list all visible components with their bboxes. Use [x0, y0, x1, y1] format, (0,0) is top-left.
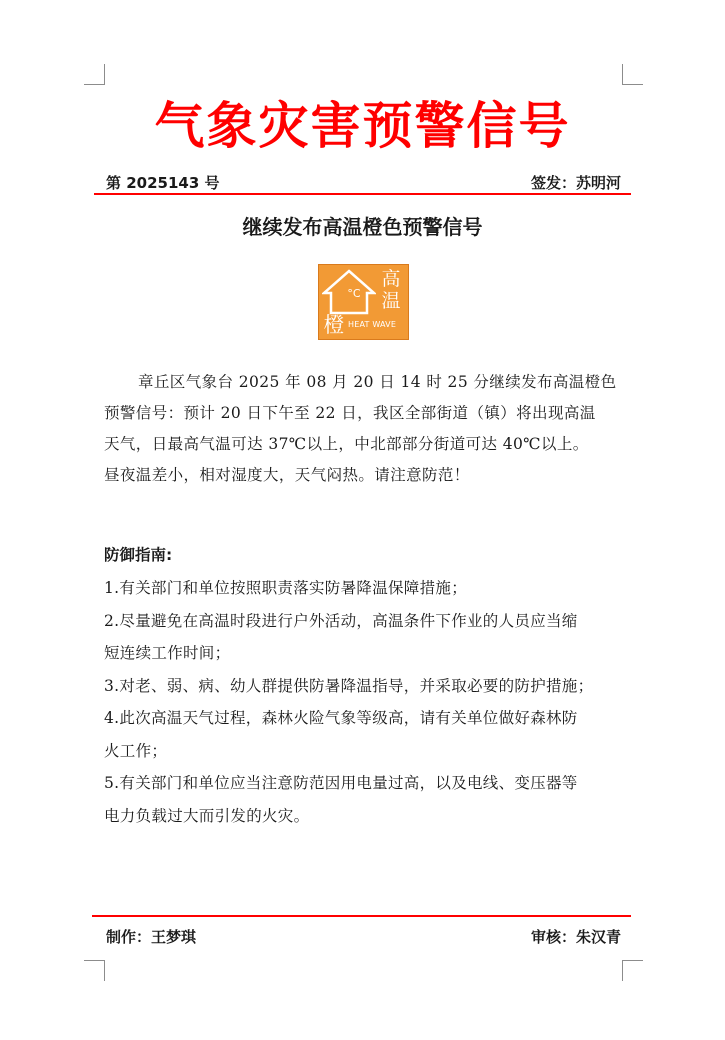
badge-char-temp: 温 — [381, 290, 401, 312]
announcement-line: 预警信号：预计 20 日下午至 22 日，我区全部街道（镇）将出现高温 — [104, 404, 596, 422]
warning-subtitle: 继续发布高温橙色预警信号 — [242, 215, 483, 239]
signer: 签发：苏明河 — [530, 174, 621, 192]
badge-char-high: 高 — [381, 268, 401, 290]
announcement-line: 章丘区气象台 2025 年 08 月 20 日 14 时 25 分继续发布高温橙色 — [138, 373, 617, 391]
header-divider — [94, 193, 631, 195]
announcement-paragraph — [104, 367, 634, 491]
issue-number: 第 2025143 号 — [106, 174, 220, 192]
guidance-item-continuation: 电力负载过大而引发的火灾。 — [104, 806, 310, 825]
heat-wave-orange-warning-icon — [318, 264, 409, 340]
guidance-list — [104, 573, 634, 832]
badge-level-char: 橙 — [323, 313, 345, 337]
crop-mark-bottom-right — [622, 960, 643, 981]
footer-row — [104, 925, 621, 949]
guidance-item-continuation: 火工作； — [104, 741, 168, 760]
crop-mark-bottom-left — [84, 960, 105, 981]
announcement-line: 天气，日最高气温可达 37℃以上，中北部部分街道可达 40℃以上。 — [104, 435, 589, 453]
guidance-item: 5.有关部门和单位应当注意防范因用电量过高，以及电线、变压器等 — [104, 774, 578, 792]
crop-mark-top-left — [84, 64, 105, 85]
announcement-line: 昼夜温差小，相对湿度大，天气闷热。请注意防范！ — [104, 466, 470, 484]
guidance-item-continuation: 短连续工作时间； — [104, 644, 231, 662]
guidance-item: 4.此次高温天气过程，森林火险气象等级高，请有关单位做好森林防 — [104, 709, 578, 727]
issue-meta-row — [104, 172, 621, 194]
badge-english-label: HEAT WAVE — [348, 320, 397, 329]
producer: 制作：王梦琪 — [106, 928, 197, 946]
guidance-item: 3.对老、弱、病、幼人群提供防暑降温指导，并采取必要的防护措施； — [104, 676, 594, 695]
celsius-unit: °C — [347, 287, 361, 300]
guidance-heading: 防御指南: — [104, 546, 173, 564]
guidance-item: 2.尽量避免在高温时段进行户外活动，高温条件下作业的人员应当缩 — [104, 611, 578, 630]
guidance-item: 1.有关部门和单位按照职责落实防暑降温保障措施； — [104, 579, 467, 597]
document-title: 气象灾害预警信号 — [154, 97, 571, 155]
footer-divider — [92, 915, 631, 917]
reviewer: 审核：朱汉青 — [530, 928, 621, 946]
crop-mark-top-right — [622, 64, 643, 85]
